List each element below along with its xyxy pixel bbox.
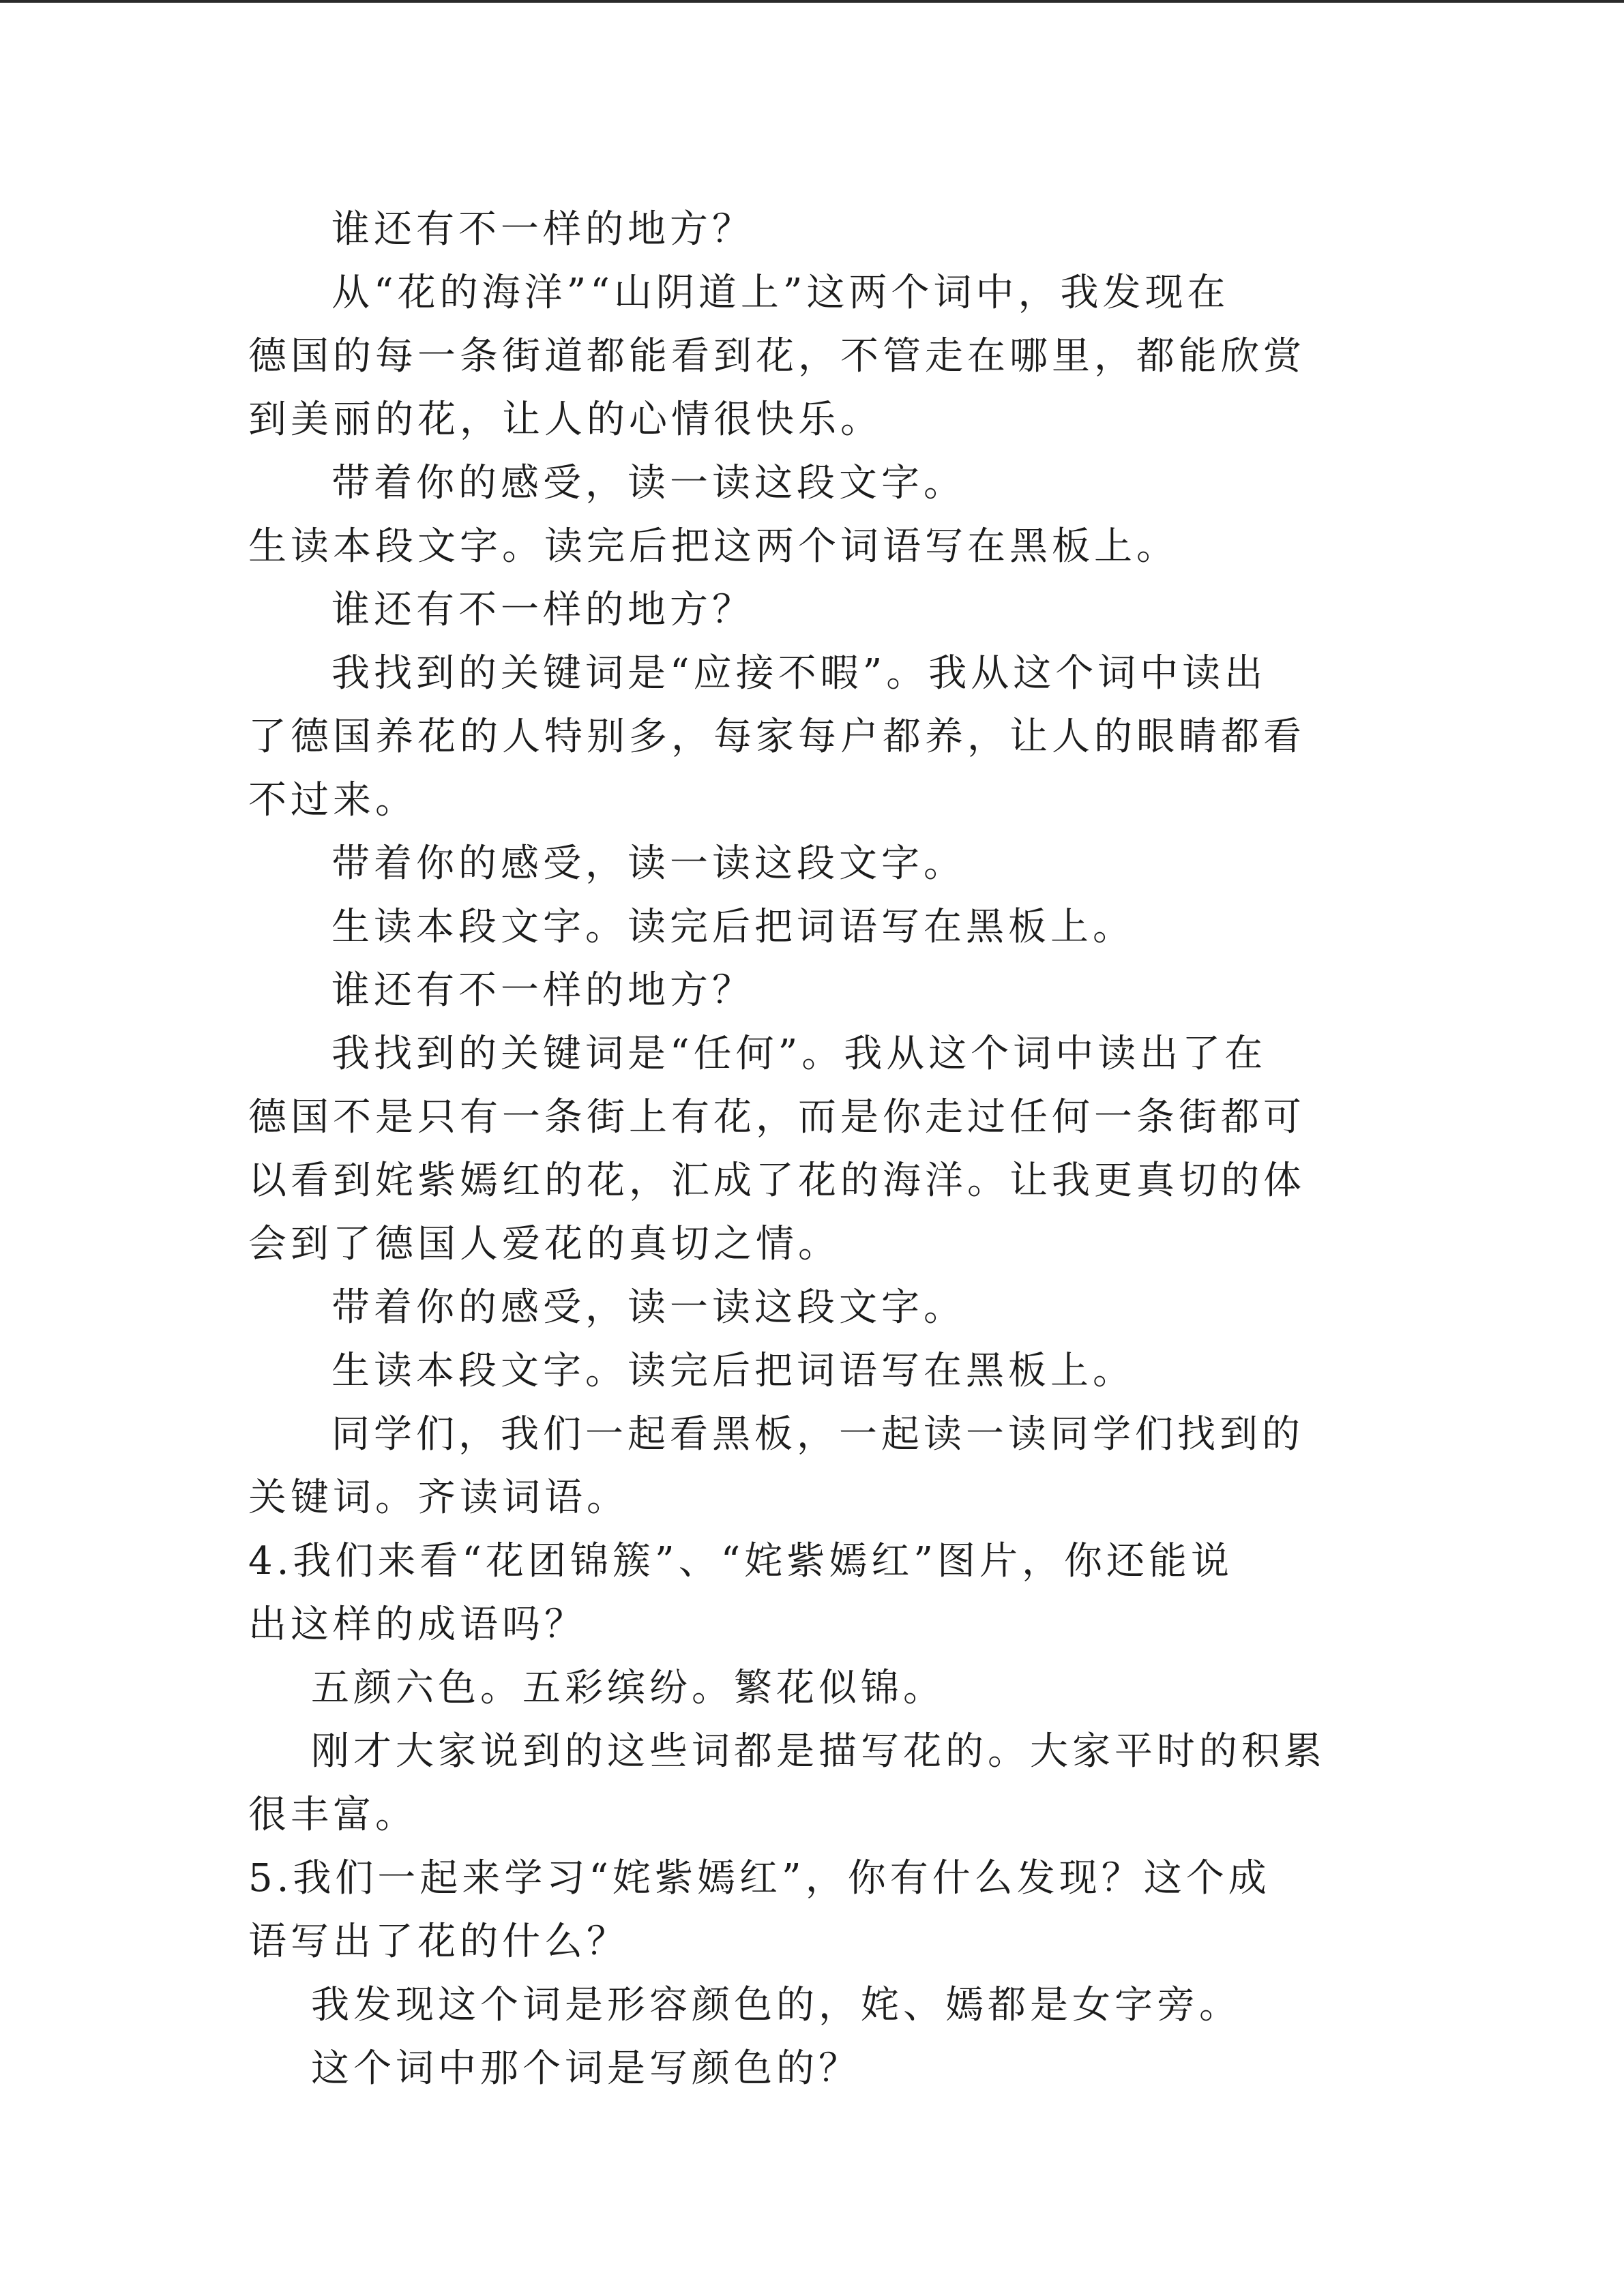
- text-line: [248, 769, 1340, 832]
- text-line: [248, 388, 1340, 451]
- line-text: 了德国养花的人特别多，每家每户都养，让人的眼睛都看: [248, 715, 1305, 759]
- text-line: [248, 515, 1340, 578]
- line-text: 出这样的成语吗？: [248, 1602, 587, 1647]
- text-line: [248, 1276, 1340, 1339]
- text-line: [248, 451, 1340, 515]
- text-line: [248, 1212, 1340, 1276]
- text-line: [248, 705, 1340, 769]
- line-text: 不过来。: [248, 778, 417, 822]
- text-line: [248, 1973, 1340, 2037]
- line-text: 带着你的感受，读一读这段文字。: [331, 841, 966, 886]
- text-line: [248, 1086, 1340, 1149]
- line-text: 我找到的关键词是“应接不暇”。我从这个词中读出: [331, 651, 1267, 696]
- line-text: 德国不是只有一条街上有花，而是你走过任何一条街都可: [248, 1095, 1305, 1139]
- line-text: 我找到的关键词是“任何”。我从这个词中读出了在: [331, 1032, 1267, 1076]
- line-text: 5.我们一起来学习“姹紫嫣红”，你有什么发现？这个成: [248, 1856, 1271, 1900]
- line-text: 这个词中那个词是写颜色的？: [311, 2046, 861, 2091]
- text-line: [248, 1022, 1340, 1086]
- line-text: 同学们，我们一起看黑板，一起读一读同学们找到的: [331, 1412, 1304, 1457]
- line-text: 谁还有不一样的地方？: [331, 207, 754, 252]
- text-line: [248, 1149, 1340, 1212]
- line-text: 我发现这个词是形容颜色的，姹、嫣都是女字旁。: [311, 1983, 1241, 2027]
- line-text: 语写出了花的什么？: [248, 1920, 629, 1964]
- line-text: 谁还有不一样的地方？: [331, 968, 754, 1013]
- line-text: 从“花的海洋”“山阴道上”这两个词中，我发现在: [331, 271, 1230, 315]
- line-text: 谁还有不一样的地方？: [331, 588, 754, 632]
- page-top-border: [0, 0, 1624, 3]
- text-line: [248, 198, 1340, 261]
- line-text: 以看到姹紫嫣红的花，汇成了花的海洋。让我更真切的体: [248, 1159, 1305, 1203]
- line-text: 关键词。齐读词语。: [248, 1476, 629, 1520]
- text-line: [248, 895, 1340, 959]
- line-text: 生读本段文字。读完后把词语写在黑板上。: [331, 1349, 1135, 1393]
- text-line: [248, 1593, 1340, 1656]
- line-text: 刚才大家说到的这些词都是描写花的。大家平时的积累: [311, 1729, 1326, 1774]
- text-line: [248, 642, 1340, 705]
- text-line: [248, 832, 1340, 895]
- text-line: [248, 1530, 1340, 1593]
- line-text: 带着你的感受，读一读这段文字。: [331, 461, 966, 505]
- line-text: 生读本段文字。读完后把词语写在黑板上。: [331, 905, 1135, 949]
- line-text: 德国的每一条街道都能看到花，不管走在哪里，都能欣赏: [248, 334, 1305, 378]
- text-line: [248, 1403, 1340, 1466]
- text-line: [248, 1339, 1340, 1403]
- text-line: [248, 1720, 1340, 1783]
- line-text: 会到了德国人爱花的真切之情。: [248, 1222, 840, 1266]
- text-line: [248, 1847, 1340, 1910]
- text-line: [248, 959, 1340, 1022]
- text-line: [248, 1466, 1340, 1530]
- line-text: 很丰富。: [248, 1793, 417, 1837]
- text-line: [248, 1910, 1340, 1973]
- text-line: [248, 578, 1340, 642]
- text-line: [248, 1656, 1340, 1720]
- text-line: [248, 1783, 1340, 1847]
- text-line: [248, 261, 1340, 325]
- text-line: [248, 325, 1340, 388]
- line-text: 五颜六色。五彩缤纷。繁花似锦。: [311, 1666, 945, 1710]
- text-line: [248, 2037, 1340, 2100]
- line-text: 带着你的感受，读一读这段文字。: [331, 1285, 966, 1330]
- line-text: 4.我们来看“花团锦簇”、“姹紫嫣红”图片，你还能说: [248, 1539, 1233, 1583]
- line-text: 生读本段文字。读完后把这两个词语写在黑板上。: [248, 524, 1179, 569]
- document-body: [248, 198, 1340, 2100]
- line-text: 到美丽的花，让人的心情很快乐。: [248, 398, 883, 442]
